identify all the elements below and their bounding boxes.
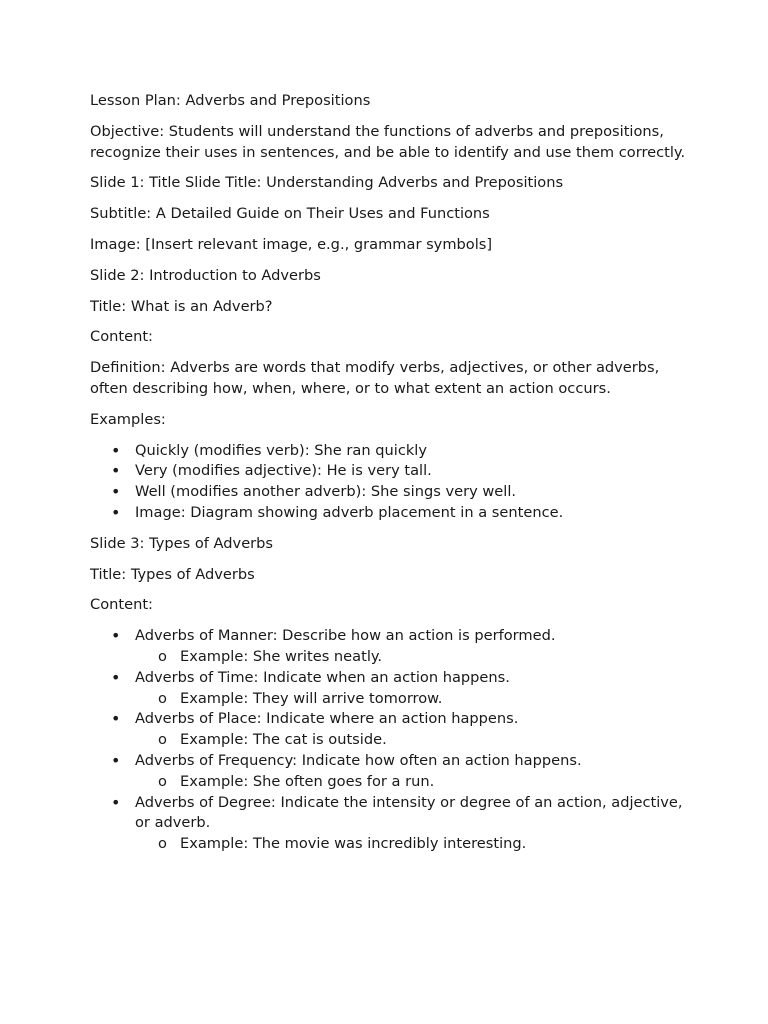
- sub-list: [135, 730, 690, 751]
- slide2-examples-label: Examples:: [90, 410, 166, 428]
- sub-list-item: [135, 647, 690, 668]
- sub-list: [135, 689, 690, 710]
- slide2-heading: Slide 2: Introduction to Adverbs: [90, 266, 321, 284]
- example-text: Example: The cat is outside.: [180, 731, 387, 749]
- bullet-icon: •: [111, 626, 121, 646]
- document-page: [90, 91, 690, 865]
- slide1-image: Image: [Insert relevant image, e.g., grammar symbols]: [90, 235, 493, 253]
- slide3-types-list: [90, 626, 690, 855]
- list-item: [90, 503, 690, 524]
- list-item: [90, 482, 690, 503]
- document-heading: Lesson Plan: Adverbs and Prepositions: [90, 92, 371, 109]
- sub-list-item: [135, 689, 690, 710]
- slide3-heading: Slide 3: Types of Adverbs: [90, 534, 274, 552]
- list-item: [90, 626, 690, 668]
- list-item-text: Well (modifies another adverb): She sings very well.: [135, 483, 517, 501]
- bullet-icon: •: [111, 502, 121, 522]
- sub-bullet-icon: o: [158, 835, 167, 853]
- list-item: [90, 461, 690, 482]
- list-item: [90, 668, 690, 710]
- list-item-text: Adverbs of Degree: Indicate the intensity or degree of an action, adjective, or adverb.: [135, 793, 683, 832]
- list-item-text: Adverbs of Frequency: Indicate how often an action happens.: [135, 751, 582, 769]
- slide3-title: Title: Types of Adverbs: [90, 565, 255, 583]
- list-item: [90, 441, 690, 462]
- example-text: Example: The movie was incredibly interesting.: [180, 835, 527, 853]
- bullet-icon: •: [111, 440, 121, 460]
- list-item-text: Image: Diagram showing adverb placement in a sentence.: [135, 503, 564, 521]
- sub-list-item: [135, 772, 690, 793]
- sub-bullet-icon: o: [158, 689, 167, 707]
- list-item: [90, 709, 690, 751]
- objective-paragraph: Objective: Students will understand the functions of adverbs and prepositions, recognize their uses in sentences, and be able to identify and use them correctly.: [90, 122, 686, 161]
- sub-bullet-icon: o: [158, 647, 167, 665]
- sub-list: [135, 772, 690, 793]
- sub-bullet-icon: o: [158, 731, 167, 749]
- list-item-text: Adverbs of Time: Indicate when an action happens.: [135, 668, 510, 686]
- bullet-icon: •: [111, 482, 121, 502]
- sub-list-item: [135, 730, 690, 751]
- slide1-title-line: Slide 1: Title Slide Title: Understanding Adverbs and Prepositions: [90, 174, 564, 192]
- slide2-title: Title: What is an Adverb?: [90, 297, 273, 315]
- sub-bullet-icon: o: [158, 772, 167, 790]
- example-text: Example: She writes neatly.: [180, 647, 383, 665]
- list-item: [90, 793, 690, 855]
- sub-list: [135, 647, 690, 668]
- bullet-icon: •: [111, 709, 121, 729]
- bullet-icon: •: [111, 750, 121, 770]
- list-item-text: Quickly (modifies verb): She ran quickly: [135, 441, 427, 459]
- list-item-text: Very (modifies adjective): He is very tall.: [135, 462, 432, 480]
- list-item: [90, 751, 690, 793]
- sub-list-item: [135, 834, 690, 855]
- slide3-content-label: Content:: [90, 596, 153, 614]
- sub-list: [135, 834, 690, 855]
- list-item-text: Adverbs of Manner: Describe how an action is performed.: [135, 627, 556, 645]
- slide2-content-label: Content:: [90, 328, 153, 346]
- example-text: Example: They will arrive tomorrow.: [180, 689, 443, 707]
- bullet-icon: •: [111, 792, 121, 812]
- slide1-subtitle: Subtitle: A Detailed Guide on Their Uses and Functions: [90, 205, 490, 223]
- bullet-icon: •: [111, 667, 121, 687]
- bullet-icon: •: [111, 461, 121, 481]
- list-item-text: Adverbs of Place: Indicate where an action happens.: [135, 710, 519, 728]
- slide2-definition: Definition: Adverbs are words that modify verbs, adjectives, or other adverbs, often describing how, when, where, or to what extent an action occurs.: [90, 359, 660, 397]
- example-text: Example: She often goes for a run.: [180, 772, 435, 790]
- slide2-examples-list: [90, 441, 690, 524]
